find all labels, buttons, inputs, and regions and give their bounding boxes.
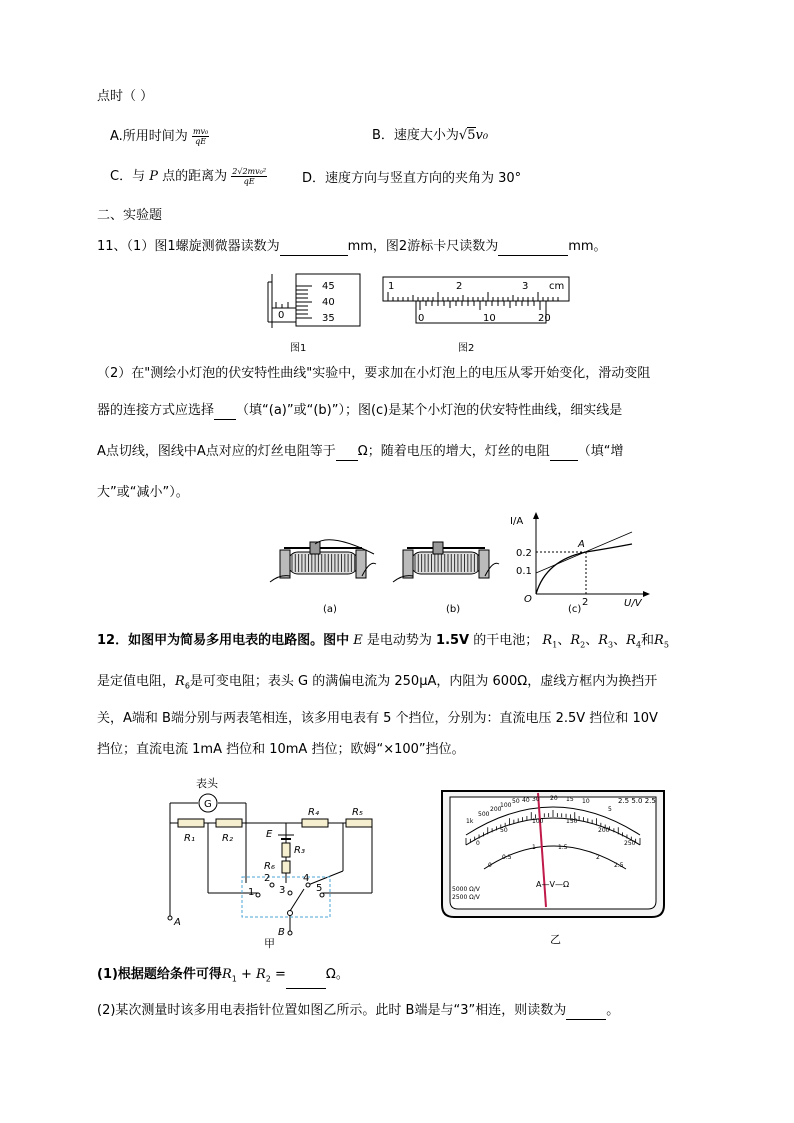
- rheostat-b-figure: [393, 540, 503, 600]
- circuit-caption: 甲: [264, 937, 275, 950]
- fraction: $\frac{\text{mv₀}}{qE}$: [192, 127, 209, 146]
- terminal-a: A: [174, 917, 181, 928]
- figure2-caption: 图2: [458, 343, 475, 354]
- iv-curve-graph: [506, 510, 651, 610]
- q10-option-b: B．速度大小为√5v₀: [372, 128, 489, 143]
- switch-2: 2: [264, 873, 271, 884]
- meter-dc-250: 250: [624, 840, 636, 847]
- micrometer-tick-40: 40: [322, 297, 335, 308]
- circuit-r1: R₁: [184, 833, 195, 844]
- caliper-vernier-10: 10: [483, 313, 496, 324]
- meter-omega-200: 200: [490, 806, 502, 813]
- rheostat-a-caption: (a): [323, 604, 337, 615]
- graph-caption: (c): [568, 604, 582, 615]
- caliper-main-3: 3: [522, 281, 529, 292]
- q10-option-c: C．与 P 点的距离为 $\frac{\text{2√2mv₀²}}{qE}$: [110, 167, 267, 186]
- graph-ylabel: I/A: [510, 516, 524, 527]
- rheostat-b-caption: (b): [446, 604, 461, 615]
- meter-left-label-2: 2500 Ω/V: [452, 894, 480, 901]
- vernier-caliper-figure: [382, 276, 572, 326]
- switch-4: 4: [303, 873, 310, 884]
- meter-dc-150: 150: [566, 818, 578, 825]
- q12-line4: 挡位；直流电流 1mA 挡位和 10mA 挡位；欧姆“×100”挡位。: [97, 742, 465, 757]
- q11-part2-line4: 大”或“减小”）。: [97, 485, 189, 500]
- meter-omega-5: 5: [608, 806, 612, 813]
- caliper-vernier-0: 0: [418, 313, 425, 324]
- q12-subq2: (2)某次测量时该多用电表指针位置如图乙所示。此时 B端是与“3”相连，则读数为 。: [97, 1003, 620, 1018]
- graph-x1: 2: [582, 597, 589, 608]
- meter-ac-1: 1: [532, 844, 536, 851]
- meter-omega-100: 100: [500, 802, 512, 809]
- figure1-caption: 图1: [290, 343, 307, 354]
- switch-3: 3: [279, 885, 286, 896]
- meter-mid-label: A—V—Ω: [536, 880, 570, 889]
- graph-y1: 0.2: [516, 548, 532, 559]
- section-heading: 二、实验题: [97, 208, 163, 223]
- graph-xlabel: U/V: [624, 598, 642, 609]
- meter-omega-20: 20: [550, 795, 558, 802]
- meter-dc-200: 200: [598, 827, 610, 834]
- circuit-header: 表头: [196, 777, 218, 790]
- graph-origin: O: [524, 594, 532, 605]
- meter-ac-0-5: 0.5: [502, 854, 512, 861]
- rheostat-a-figure: [270, 540, 380, 600]
- meter-omega-10: 10: [582, 798, 590, 805]
- circuit-r3: R₃: [294, 845, 305, 856]
- q12-line3: 关，A端和 B端分别与两表笔相连，该多用电表有 5 个挡位，分别为：直流电压 2.5V 挡位和 10V: [97, 711, 658, 726]
- meter-ac-2-5: 2.5: [614, 862, 624, 869]
- q12-subq1: (1)根据题给条件可得$R_1 + R_2 = \Omega$。: [97, 966, 349, 989]
- q11-part1: 11、（1）图1螺旋测微器读数为 mm，图2游标卡尺读数为 mm。: [97, 239, 607, 254]
- micrometer-zero: 0: [278, 310, 285, 321]
- meter-omega-30: 30: [532, 796, 540, 803]
- circuit-r4: R₄: [308, 807, 319, 818]
- meter-omega-15: 15: [566, 796, 574, 803]
- meter-omega-1k: 1k: [466, 818, 474, 825]
- circuit-r5: R₅: [352, 807, 363, 818]
- meter-omega-40: 40: [522, 797, 530, 804]
- circuit-r6: R₆: [264, 861, 275, 872]
- q12-line2: 是定值电阻，$R_6$是可变电阻；表头 G 的满偏电流为 250μA，内阻为 600Ω，虚线方框内为换挡开: [97, 674, 658, 691]
- graph-point-a: A: [578, 539, 585, 550]
- caliper-main-1: 1: [388, 281, 395, 292]
- meter-dc-50: 50: [500, 827, 508, 834]
- meter-dc-0: 0: [476, 840, 480, 847]
- circuit-e: E: [266, 829, 273, 840]
- graph-y2: 0.1: [516, 566, 532, 577]
- meter-dc-100: 100: [532, 818, 544, 825]
- q10-tail: 点时（ ）: [97, 89, 154, 104]
- meter-ac-1-5: 1.5: [558, 844, 568, 851]
- meter-right-top: 2.5 5.0 2.5: [618, 797, 656, 805]
- q10-option-d: D．速度方向与竖直方向的夹角为 30°: [302, 171, 522, 186]
- multimeter-dial: [436, 783, 670, 951]
- multimeter-circuit: [160, 775, 390, 950]
- q11-part2-line3: A点切线，图线中A点对应的灯丝电阻等于 Ω；随着电压的增大，灯丝的电阻 （填“增: [97, 444, 624, 459]
- meter-omega-50: 50: [512, 798, 520, 805]
- q12-line1: 12．如图甲为简易多用电表的电路图。图中 E 是电动势为 1.5V 的干电池； $R_1$、$R_2$、$R_3$、$R_4$和$R_5$: [97, 633, 669, 650]
- fraction: $\frac{\text{2√2mv₀²}}{qE}$: [232, 167, 267, 186]
- meter-caption: 乙: [550, 933, 561, 946]
- meter-ac-0: 0: [488, 862, 492, 869]
- meter-ac-2: 2: [596, 854, 600, 861]
- circuit-g: G: [204, 799, 212, 810]
- switch-5: 5: [316, 883, 323, 894]
- meter-omega-500: 500: [478, 811, 490, 818]
- q11-part2-line2: 器的连接方式应选择 （填“(a)”或“(b)”）；图(c)是某个小灯泡的伏安特性曲线，细实线是: [97, 403, 623, 418]
- micrometer-figure: [262, 272, 362, 332]
- micrometer-tick-35: 35: [322, 313, 335, 324]
- circuit-r2: R₂: [222, 833, 233, 844]
- switch-1: 1: [248, 887, 255, 898]
- micrometer-tick-45: 45: [322, 281, 335, 292]
- q10-option-a: A.所用时间为 $\frac{\text{mv₀}}{qE}$: [110, 127, 209, 146]
- caliper-main-2: 2: [456, 281, 463, 292]
- resistor-list: $R_1$、$R_2$、$R_3$、$R_4$和$R_5$: [542, 633, 669, 650]
- terminal-b: B: [278, 927, 285, 938]
- meter-left-label-1: 5000 Ω/V: [452, 886, 480, 893]
- q11-part2-line1: （2）在"测绘小灯泡的伏安特性曲线"实验中，要求加在小灯泡上的电压从零开始变化，滑动变阻: [97, 366, 651, 381]
- caliper-vernier-20: 20: [538, 313, 551, 324]
- caliper-unit: cm: [549, 281, 565, 292]
